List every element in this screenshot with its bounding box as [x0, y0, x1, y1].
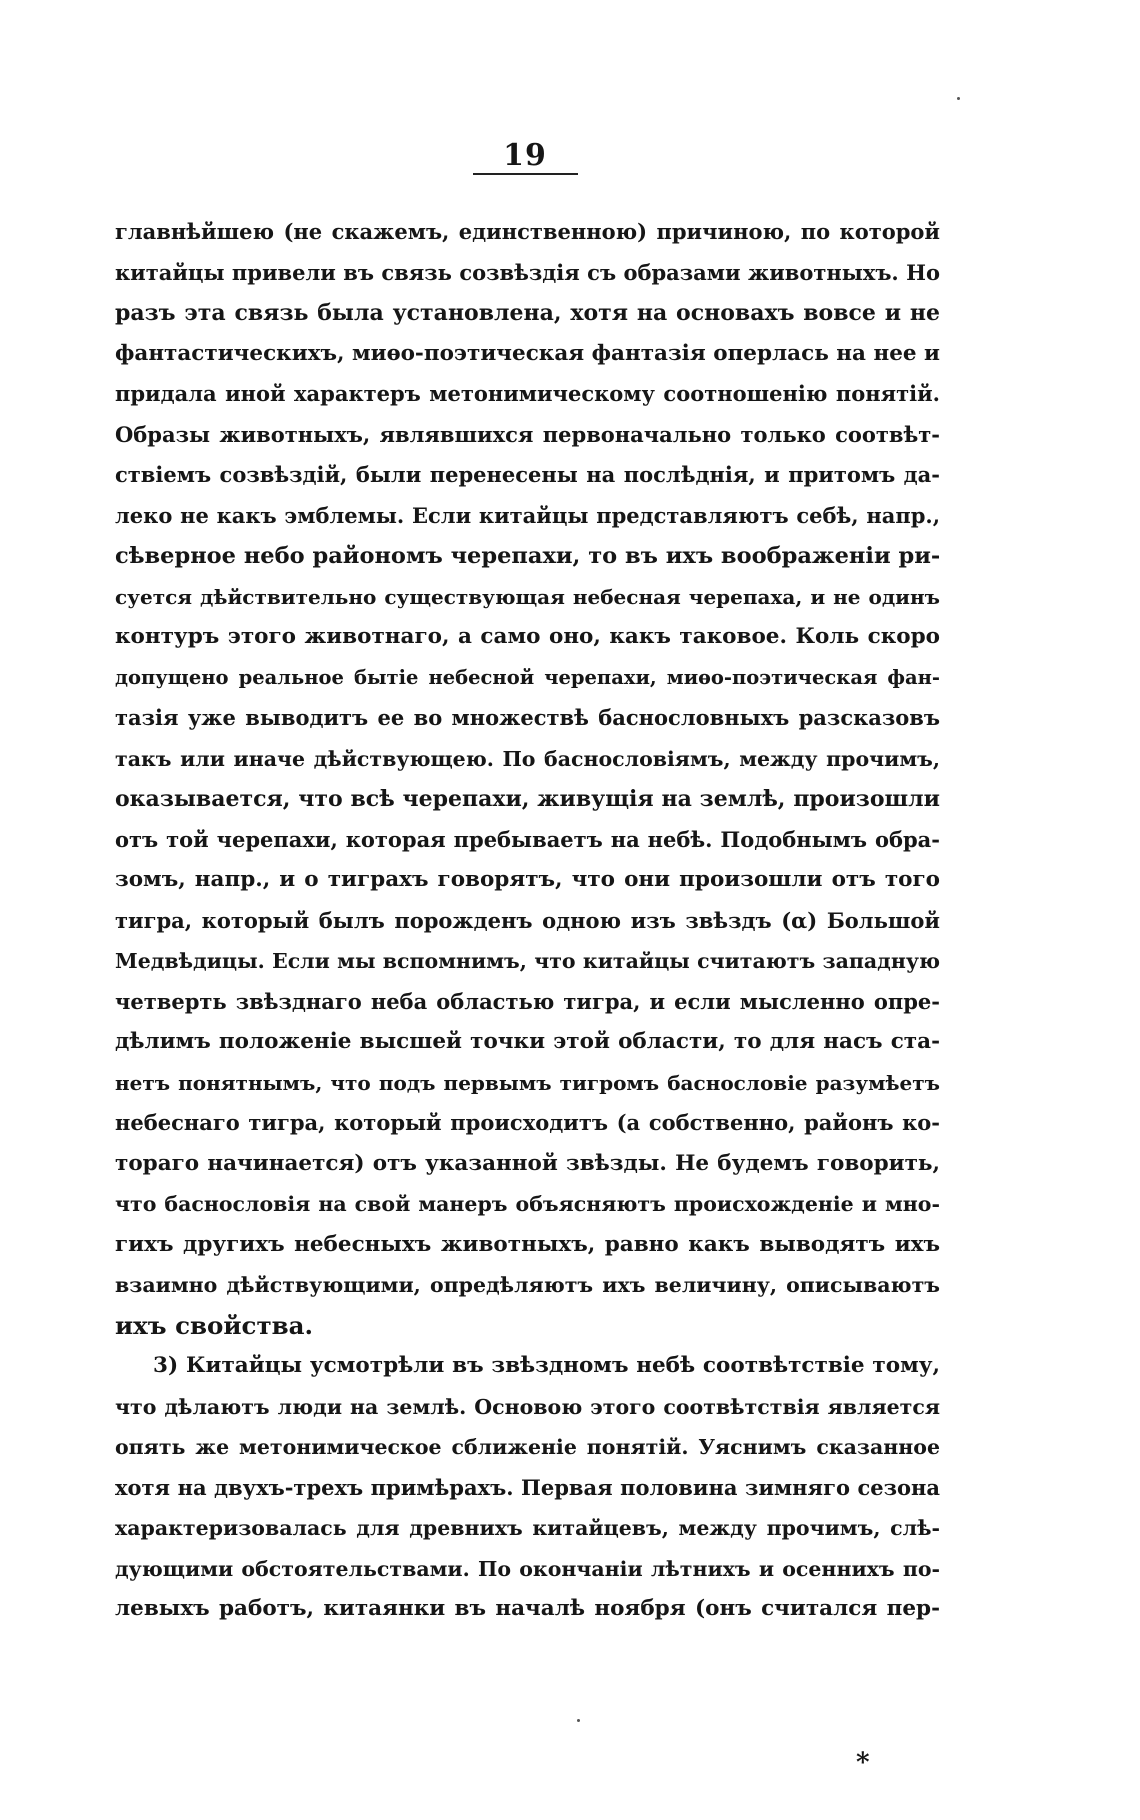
- text-line: такъ или иначе дѣйствующею. По баснословіямъ, между прочимъ,: [115, 746, 940, 771]
- text-line: небеснаго тигра, который происходитъ (а собственно, районъ ко-: [115, 1110, 940, 1135]
- text-line: придала иной характеръ метонимическому соотношенію понятій.: [115, 381, 940, 406]
- text-line: что дѣлаютъ люди на землѣ. Основою этого соотвѣтствія является: [115, 1394, 940, 1419]
- text-line: китайцы привели въ связь созвѣздія съ образами животныхъ. Но: [115, 259, 940, 285]
- text-line: нетъ понятнымъ, что подъ первымъ тигромъ баснословіе разумѣетъ: [115, 1070, 940, 1095]
- text-line: хотя на двухъ-трехъ примѣрахъ. Первая половина зимняго сезона: [115, 1474, 940, 1500]
- text-line: характеризовалась для древнихъ китайцевъ, между прочимъ, слѣ-: [115, 1516, 940, 1540]
- text-line: опять же метонимическое сближеніе понятій. Уяснимъ сказанное: [115, 1435, 940, 1459]
- text-line: главнѣйшею (не скажемъ, единственною) причиною, по которой: [115, 219, 940, 244]
- text-line: контуръ этого животнаго, а само оно, какъ таковое. Коль скоро: [115, 624, 940, 649]
- text-line: что баснословія на свой манеръ объясняютъ происхожденіе и мно-: [115, 1192, 940, 1216]
- print-speck: [957, 97, 960, 100]
- text-line: сѣверное небо райономъ черепахи, то въ ихъ воображеніи ри-: [115, 543, 941, 569]
- text-line: суется дѣйствительно существующая небесная черепаха, и не одинъ: [115, 584, 940, 609]
- text-line: гихъ другихъ небесныхъ животныхъ, равно какъ выводятъ ихъ: [115, 1231, 940, 1257]
- footnote-asterisk: *: [856, 1748, 870, 1778]
- text-line: леко не какъ эмблемы. Если китайцы представляютъ себѣ, напр.,: [115, 502, 940, 528]
- page-number-rule: [473, 173, 578, 175]
- text-line: четверть звѣзднаго неба областью тигра, и если мысленно опре-: [115, 988, 940, 1014]
- text-line: отъ той черепахи, которая пребываетъ на небѣ. Подобнымъ обра-: [115, 826, 940, 852]
- text-body: [115, 212, 940, 1630]
- text-line: оказывается, что всѣ черепахи, живущія на землѣ, произошли: [115, 786, 940, 812]
- paragraph-first-line: 3) Китайцы усмотрѣли въ звѣздномъ небѣ соотвѣтствіе тому,: [153, 1353, 940, 1378]
- text-line: ихъ свойства.: [115, 1310, 314, 1340]
- text-line: дующими обстоятельствами. По окончаніи лѣтнихъ и осеннихъ по-: [115, 1556, 940, 1581]
- text-line: фантастическихъ, миѳо-поэтическая фантазія оперлась на нее и: [115, 340, 940, 366]
- text-line: допущено реальное бытіе небесной черепахи, миѳо-поэтическая фан-: [115, 665, 940, 689]
- text-line: Образы животныхъ, являвшихся первоначально только соотвѣт-: [115, 421, 940, 447]
- text-line: левыхъ работъ, китаянки въ началѣ ноября (онъ считался пер-: [115, 1596, 940, 1621]
- text-line: зомъ, напр., и о тиграхъ говорятъ, что они произошли отъ того: [115, 867, 940, 892]
- text-line: разъ эта связь была установлена, хотя на основахъ вовсе и не: [115, 300, 940, 326]
- text-line: взаимно дѣйствующими, опредѣляютъ ихъ величину, описываютъ: [115, 1273, 940, 1297]
- text-line: тазія уже выводитъ ее во множествѣ баснословныхъ разсказовъ: [115, 705, 940, 730]
- text-line: тораго начинается) отъ указанной звѣзды. Не будемъ говорить,: [115, 1150, 940, 1176]
- text-line: тигра, который былъ порожденъ одною изъ звѣздъ (α) Большой: [115, 907, 940, 933]
- text-line: Медвѣдицы. Если мы вспомнимъ, что китайцы считаютъ западную: [115, 949, 940, 973]
- print-speck: [577, 1719, 580, 1722]
- page-number: 19: [503, 138, 547, 173]
- text-line: дѣлимъ положеніе высшей точки этой области, то для насъ ста-: [115, 1029, 940, 1054]
- text-line: ствіемъ созвѣздій, были перенесены на послѣднія, и притомъ да-: [115, 462, 940, 487]
